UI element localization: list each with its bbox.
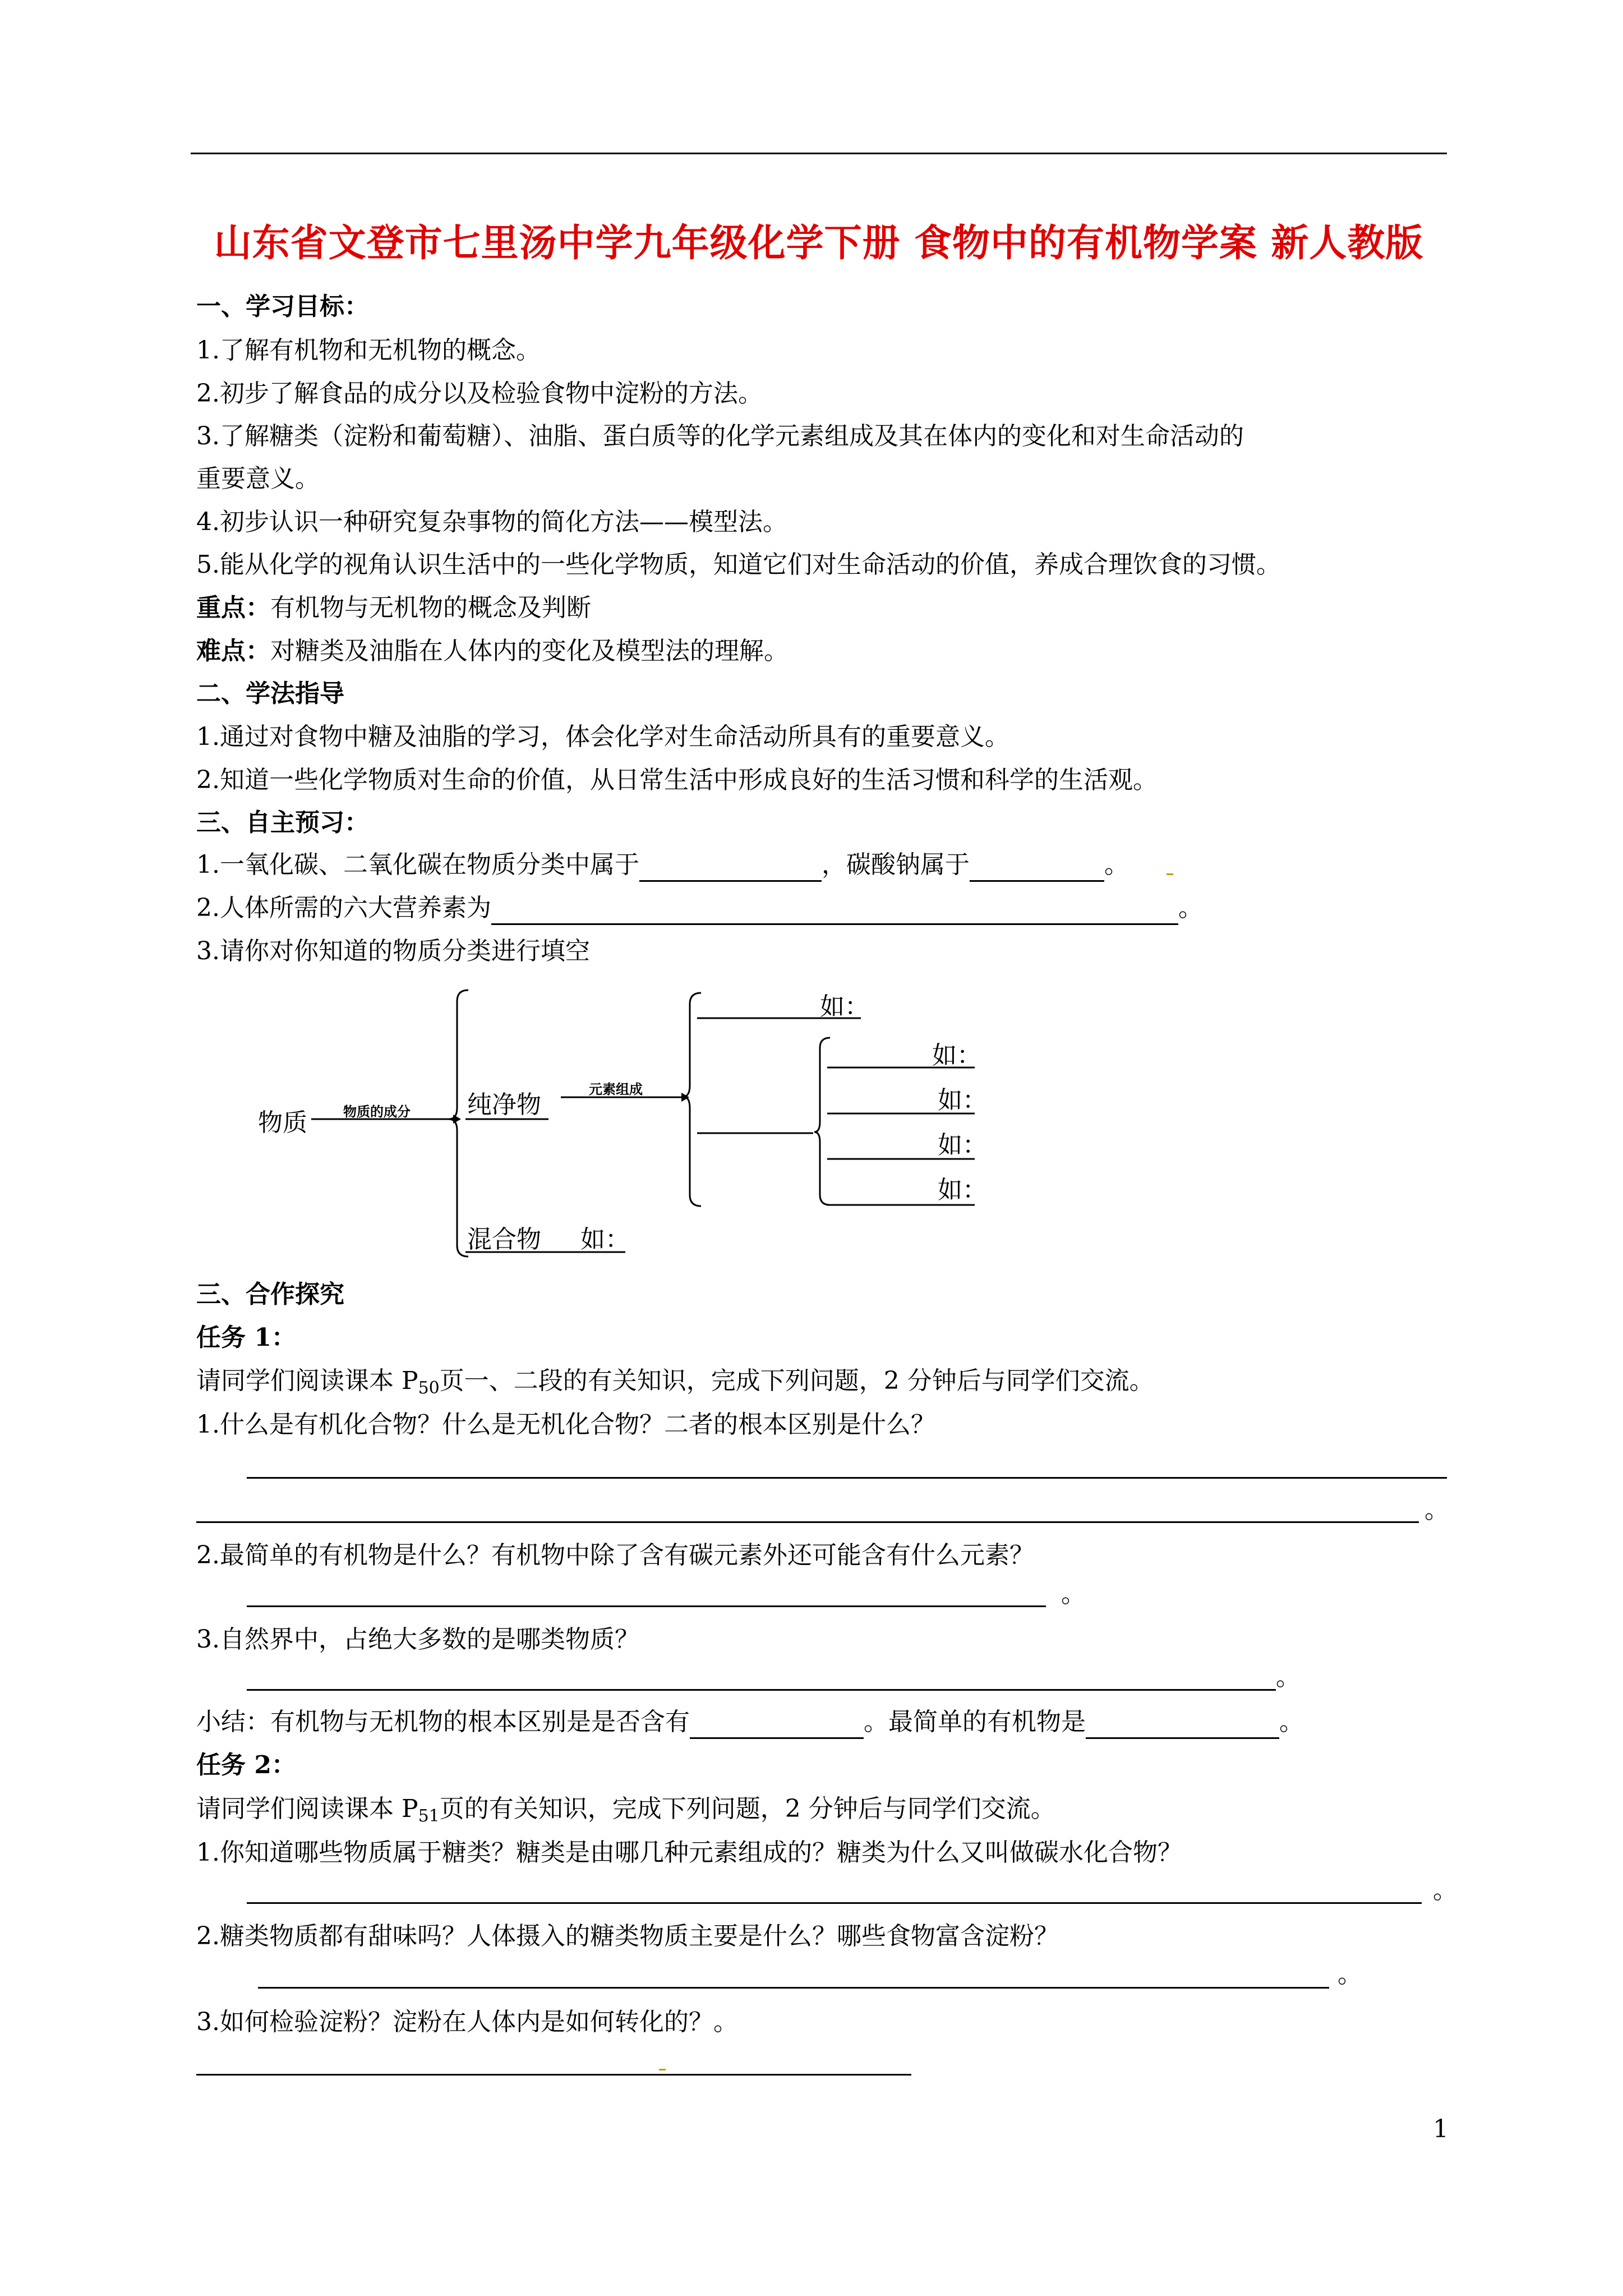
- arrowhead: [453, 1115, 461, 1124]
- example-label: 如：: [932, 1041, 981, 1070]
- task-2-intro-text: 请同学们阅读课本 P: [196, 1795, 418, 1823]
- task-2-intro-text2: 页的有关知识，完成下列问题，2 分钟后与同学们交流。: [439, 1795, 1055, 1823]
- difficulty-text: 对糖类及油脂在人体内的变化及模型法的理解。: [270, 637, 789, 665]
- section-heading-explore: 三、合作探究: [196, 1280, 344, 1309]
- page-subscript: 51: [418, 1806, 440, 1826]
- diagram-pure: 纯净物: [467, 1091, 541, 1119]
- answer-line[interactable]: [196, 2074, 911, 2076]
- page-number: 1: [1433, 2115, 1449, 2143]
- answer-line[interactable]: [258, 1987, 1329, 1989]
- task-1-question-1: 1.什么是有机化合物？什么是无机化合物？二者的根本区别是什么？: [196, 1410, 935, 1439]
- page-title: 山东省文登市七里汤中学九年级化学下册 食物中的有机物学案 新人教版: [214, 220, 1424, 265]
- punctuation: 。: [1104, 850, 1129, 879]
- answer-line[interactable]: [247, 1689, 1276, 1691]
- punctuation: 。: [1276, 1663, 1301, 1691]
- goal-item: 1.了解有机物和无机物的概念。: [196, 336, 541, 365]
- goal-item: 5.能从化学的视角认识生活中的一些化学物质，知道它们对生命活动的价值，养成合理饮食的习惯。: [196, 550, 1281, 579]
- mid-brace: [683, 993, 701, 1206]
- task-1-question-2: 2.最简单的有机物是什么？有机物中除了含有碳元素外还可能含有什么元素？: [196, 1541, 1034, 1570]
- task-2-question-1: 1.你知道哪些物质属于糖类？糖类是由哪几种元素组成的？糖类为什么又叫做碳水化合物？: [196, 1838, 1182, 1867]
- punctuation: 。: [1338, 1960, 1362, 1989]
- goal-item: 2.初步了解食品的成分以及检验食物中淀粉的方法。: [196, 379, 763, 408]
- task-1-summary: [196, 1705, 1304, 1739]
- answer-line[interactable]: [247, 1605, 1046, 1607]
- task-1-intro: [196, 1364, 1154, 1405]
- task-2-question-3: 3.如何检验淀粉？淀粉在人体内是如何转化的？。: [196, 2008, 738, 2036]
- goal-item: 4.初步认识一种研究复杂事物的简化方法——模型法。: [196, 508, 787, 536]
- answer-line[interactable]: [247, 1902, 1422, 1904]
- punctuation: 。: [1061, 1580, 1086, 1608]
- example-label: 如：: [820, 992, 869, 1021]
- task-2-question-2: 2.糖类物质都有甜味吗？人体摄入的糖类物质主要是什么？哪些食物富含淀粉？: [196, 1922, 1059, 1950]
- small-brace: [814, 1038, 830, 1205]
- section-heading-goals: 一、学习目标：: [196, 292, 369, 321]
- punctuation: 。: [1424, 1496, 1449, 1524]
- summary-text2: 。最简单的有机物是: [864, 1708, 1086, 1736]
- preview-q1-text2: ，碳酸钠属于: [821, 850, 970, 879]
- method-item: 2.知道一些化学物质对生命的价值，从日常生活中形成良好的生活习惯和科学的生活观。: [196, 766, 1158, 794]
- example-label: 如：: [580, 1225, 630, 1254]
- summary-text: 小结：有机物与无机物的根本区别是是否含有: [196, 1708, 690, 1736]
- arrow-label-elements: 元素组成: [589, 1081, 643, 1097]
- preview-q1-text: 1.一氧化碳、二氧化碳在物质分类中属于: [196, 850, 639, 879]
- punctuation: 。: [1279, 1708, 1304, 1736]
- key-point-label: 重点：: [196, 593, 270, 622]
- goal-item: 3.了解糖类（淀粉和葡萄糖）、油脂、蛋白质等的化学元素组成及其在体内的变化和对生命活动的: [196, 422, 1244, 450]
- preview-q2-text: 2.人体所需的六大营养素为: [196, 894, 491, 922]
- diagram-root: 物质: [258, 1108, 307, 1137]
- task-1-intro-text2: 页一、二段的有关知识，完成下列问题，2 分钟后与同学们交流。: [439, 1366, 1154, 1395]
- arrow-label-composition: 物质的成分: [343, 1103, 411, 1120]
- punctuation: 。: [1433, 1876, 1458, 1904]
- preview-q3: 3.请你对你知道的物质分类进行填空: [196, 937, 590, 965]
- answer-line[interactable]: [247, 1477, 1447, 1479]
- fill-blank[interactable]: [690, 1710, 864, 1739]
- task-1-question-3: 3.自然界中，占绝大多数的是哪类物质？: [196, 1625, 639, 1654]
- example-label: 如：: [938, 1086, 987, 1115]
- task-2-intro: [196, 1792, 1055, 1833]
- section-heading-method: 二、学法指导: [196, 679, 344, 708]
- mark-dot: [659, 2069, 666, 2070]
- method-item: 1.通过对食物中糖及油脂的学习，体会化学对生命活动所具有的重要意义。: [196, 723, 1009, 751]
- section-heading-preview: 三、自主预习：: [196, 808, 369, 837]
- punctuation: 。: [1178, 894, 1203, 922]
- answer-line[interactable]: [196, 1521, 1419, 1523]
- fill-blank[interactable]: [1086, 1710, 1279, 1739]
- task-1-heading: 任务 1：: [196, 1323, 296, 1352]
- diagram-mixture: 混合物: [467, 1225, 541, 1254]
- main-brace: [449, 990, 468, 1257]
- task-1-intro-text: 请同学们阅读课本 P: [196, 1366, 418, 1395]
- task-2-heading: 任务 2：: [196, 1751, 296, 1779]
- goal-item: 重要意义。: [196, 464, 320, 493]
- key-point-text: 有机物与无机物的概念及判断: [270, 593, 591, 622]
- difficulty-label: 难点：: [196, 637, 270, 665]
- example-label: 如：: [938, 1176, 987, 1204]
- page-subscript: 50: [418, 1378, 440, 1398]
- example-label: 如：: [938, 1131, 987, 1159]
